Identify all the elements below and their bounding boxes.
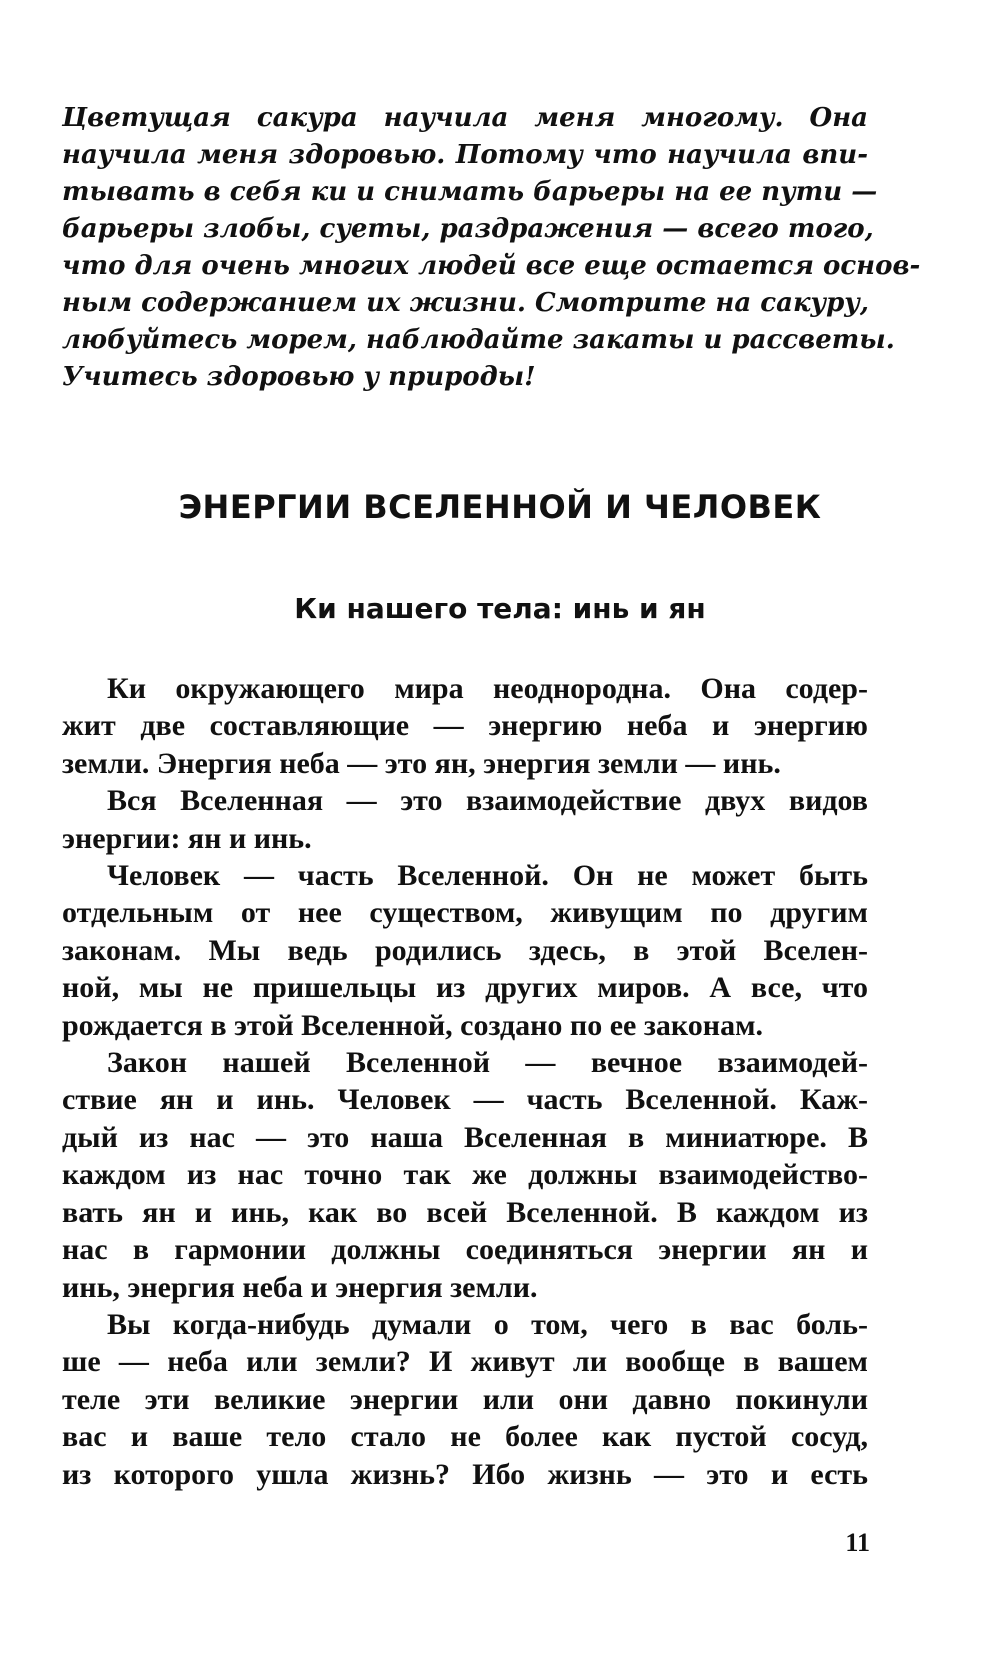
body-line: ше — неба или земли? И живут ли вообще в вашем xyxy=(62,1345,868,1379)
body-line: Закон нашей Вселенной — вечное взаимодей- xyxy=(107,1046,868,1080)
body-line: каждом из нас точно так же должны взаимодейство- xyxy=(62,1158,868,1192)
body-line: Ки окружающего мира неоднородна. Она содер- xyxy=(107,672,868,705)
intro-line: ным содержанием их жизни. Смотрите на сакуру, xyxy=(62,288,869,318)
body-line: из которого ушла жизнь? Ибо жизнь — это и есть xyxy=(62,1457,868,1491)
intro-line: Учитесь здоровью у природы! xyxy=(62,362,536,392)
body-line: вас и ваше тело стало не более как пустой сосуд, xyxy=(62,1420,868,1454)
body-line: рождается в этой Вселенной, создано по ее законам. xyxy=(62,1008,764,1042)
body-line: Человек — часть Вселенной. Он не может быть xyxy=(107,859,868,893)
body-line: энергии: ян и инь. xyxy=(62,821,312,855)
subsection-title: Ки нашего тела: инь и ян xyxy=(294,592,706,625)
intro-line: научила меня здоровью. Потому что научила впи- xyxy=(62,140,868,170)
body-line: земли. Энергия неба — это ян, энергия земли — инь. xyxy=(62,746,781,780)
intro-line: тывать в себя ки и снимать барьеры на ее пути — xyxy=(62,177,878,207)
body-line: отдельным от нее существом, живущим по другим xyxy=(62,896,868,930)
intro-line: барьеры злобы, суеты, раздражения — всего того, xyxy=(62,214,874,244)
page-number: 11 xyxy=(845,1528,870,1557)
body-text xyxy=(62,670,868,1493)
body-line: ной, мы не пришельцы из других миров. А все, что xyxy=(62,971,868,1005)
intro-paragraph xyxy=(62,100,921,396)
intro-line: любуйтесь морем, наблюдайте закаты и рассветы. xyxy=(62,325,895,355)
body-line: дый из нас — это наша Вселенная в миниатюре. В xyxy=(62,1120,868,1154)
body-line: Вся Вселенная — это взаимодействие двух видов xyxy=(107,784,868,818)
intro-line: что для очень многих людей все еще остается основ- xyxy=(62,251,921,281)
body-line: теле эти великие энергии или они давно покинули xyxy=(62,1382,868,1416)
body-line: ствие ян и инь. Человек — часть Вселенной. Каж- xyxy=(62,1083,868,1117)
body-line: жит две составляющие — энергию неба и энергию xyxy=(62,709,868,743)
body-line: Вы когда-нибудь думали о том, чего в вас боль- xyxy=(107,1307,868,1341)
body-line: инь, энергия неба и энергия земли. xyxy=(62,1270,538,1304)
section-title: ЭНЕРГИИ ВСЕЛЕННОЙ И ЧЕЛОВЕК xyxy=(178,488,822,526)
body-line: нас в гармонии должны соединяться энергии ян и xyxy=(62,1233,868,1267)
intro-line: Цветущая сакура научила меня многому. Она xyxy=(62,103,868,133)
body-line: вать ян и инь, как во всей Вселенной. В каждом из xyxy=(62,1195,868,1229)
body-line: законам. Мы ведь родились здесь, в этой Вселен- xyxy=(62,933,868,967)
